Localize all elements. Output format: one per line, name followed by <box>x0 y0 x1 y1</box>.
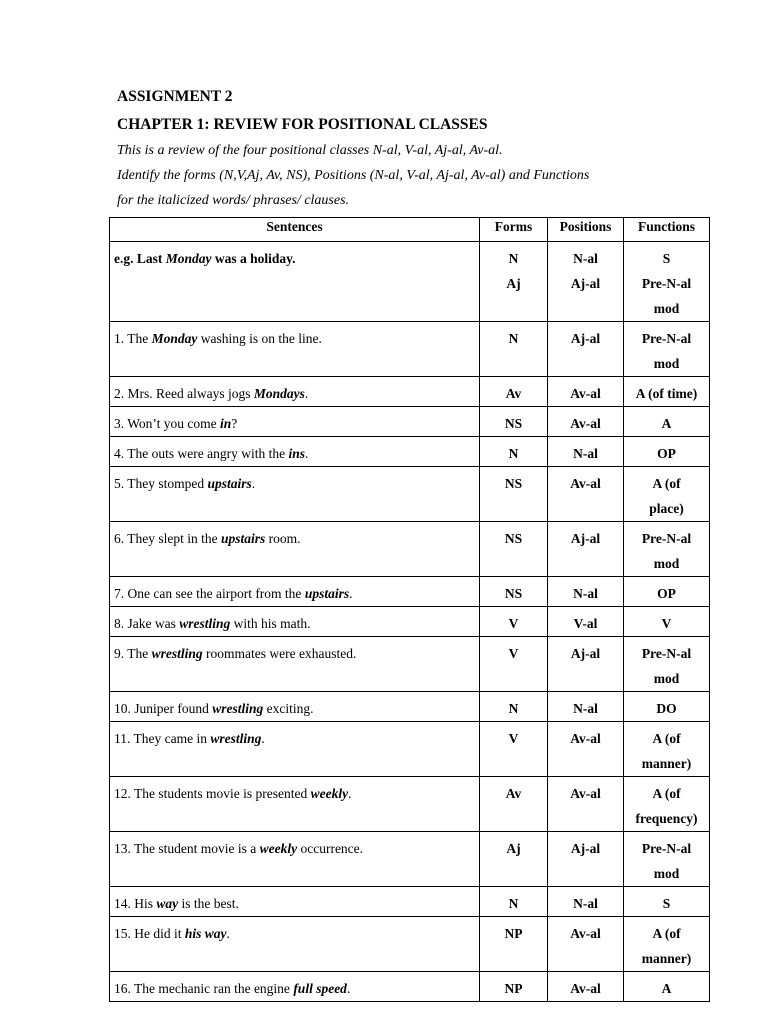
function-cell <box>624 437 710 467</box>
form-cell-value: Av <box>505 786 522 801</box>
function-cell-value: S <box>662 251 671 266</box>
function-cell <box>624 322 710 377</box>
position-cell-value: N-al <box>573 251 598 266</box>
function-cell <box>624 407 710 437</box>
sentence-cell <box>110 437 480 467</box>
header-sentences: Sentences <box>110 218 480 242</box>
position-cell-value: Aj-al <box>570 841 601 856</box>
position-cell-value: Aj-al <box>570 531 601 546</box>
position-cell-value: N-al <box>573 896 598 911</box>
table-row <box>110 887 710 917</box>
function-cell <box>624 887 710 917</box>
function-cell <box>624 522 710 577</box>
function-cell-value: A (of time) <box>635 386 698 401</box>
form-cell-value: V <box>508 616 519 631</box>
sentence-cell <box>110 832 480 887</box>
function-cell <box>624 242 710 322</box>
position-cell-value: Aj-al <box>570 276 601 291</box>
header-functions: Functions <box>624 218 710 242</box>
table-row <box>110 637 710 692</box>
function-cell-value: Pre-N-al <box>641 331 692 346</box>
function-cell <box>624 577 710 607</box>
position-cell-value: Av-al <box>570 731 601 746</box>
position-cell-value: Av-al <box>570 926 601 941</box>
form-cell <box>480 522 548 577</box>
position-cell <box>548 832 624 887</box>
italic-target: weekly <box>259 841 298 856</box>
form-cell-value: N <box>508 446 519 461</box>
table-row <box>110 777 710 832</box>
sentence-cell <box>110 607 480 637</box>
position-cell <box>548 637 624 692</box>
sentence-text: 13. The student movie is a <box>114 841 260 856</box>
form-cell-value: NS <box>504 586 523 601</box>
table-row <box>110 407 710 437</box>
position-cell-value: Aj-al <box>570 646 601 661</box>
sentence-cell <box>110 722 480 777</box>
italic-target: Monday <box>151 331 198 346</box>
function-cell <box>624 607 710 637</box>
sentence-cell <box>110 887 480 917</box>
position-cell-value: Av-al <box>570 416 601 431</box>
form-cell-value: NS <box>504 476 523 491</box>
form-cell <box>480 972 548 1002</box>
intro-line-3: for the italicized words/ phrases/ clauses. <box>117 193 350 208</box>
table-row <box>110 972 710 1002</box>
position-cell <box>548 972 624 1002</box>
function-cell <box>624 692 710 722</box>
table-row <box>110 832 710 887</box>
position-cell-value: N-al <box>573 701 598 716</box>
italic-target: his way <box>184 926 227 941</box>
position-cell <box>548 407 624 437</box>
function-cell-value: A <box>661 416 672 431</box>
sentence-text: 2. Mrs. Reed always jogs <box>114 386 254 401</box>
sentence-text: ? <box>231 416 238 431</box>
position-cell <box>548 322 624 377</box>
sentence-cell <box>110 637 480 692</box>
table-row <box>110 917 710 972</box>
position-cell-value: Av-al <box>570 386 601 401</box>
position-cell-value: V-al <box>573 616 598 631</box>
table-row <box>110 692 710 722</box>
sentence-text: . <box>349 586 353 601</box>
italic-target: wrestling <box>210 731 262 746</box>
function-cell-value: Pre-N-al <box>641 531 692 546</box>
form-cell <box>480 407 548 437</box>
function-cell-value: mod <box>653 301 680 316</box>
sentence-cell <box>110 322 480 377</box>
table-row <box>110 242 710 322</box>
sentence-text: 7. One can see the airport from the <box>114 586 305 601</box>
sentence-cell <box>110 467 480 522</box>
table-row <box>110 322 710 377</box>
sentence-text: 10. Juniper found <box>114 701 213 716</box>
table-row <box>110 577 710 607</box>
position-cell <box>548 917 624 972</box>
form-cell-value: Av <box>505 386 522 401</box>
form-cell <box>480 377 548 407</box>
form-cell <box>480 607 548 637</box>
italic-target: weekly <box>310 786 349 801</box>
form-cell-value: NS <box>504 531 523 546</box>
function-cell-value: mod <box>653 866 680 881</box>
sentence-cell <box>110 522 480 577</box>
position-cell-value: Aj-al <box>570 331 601 346</box>
function-cell-value: manner) <box>641 951 692 966</box>
sentence-text: 1. The <box>114 331 152 346</box>
function-cell-value: A (of <box>652 731 681 746</box>
table-row <box>110 607 710 637</box>
form-cell <box>480 887 548 917</box>
form-cell-value: N <box>508 701 519 716</box>
italic-target: in <box>220 416 232 431</box>
form-cell-value: Aj <box>506 276 521 291</box>
form-cell-value: NP <box>504 981 523 996</box>
function-cell-value: frequency) <box>635 811 698 826</box>
table-header-row <box>110 218 710 242</box>
form-cell-value: V <box>508 731 519 746</box>
form-cell <box>480 777 548 832</box>
italic-target: ins <box>288 446 305 461</box>
italic-target: upstairs <box>304 586 350 601</box>
sentence-cell <box>110 242 480 322</box>
function-cell-value: mod <box>653 556 680 571</box>
sentence-text: 11. They came in <box>114 731 211 746</box>
intro-line-2: Identify the forms (N,V,Aj, Av, NS), Positions (N-al, V-al, Aj-al, Av-al) and Functions <box>117 168 590 183</box>
italic-target: upstairs <box>221 531 266 546</box>
function-cell-value: A <box>661 981 672 996</box>
sentence-text: 8. Jake was <box>114 616 180 631</box>
sentence-text: exciting. <box>263 701 314 716</box>
function-cell <box>624 777 710 832</box>
form-cell <box>480 242 548 322</box>
function-cell <box>624 637 710 692</box>
form-cell <box>480 437 548 467</box>
sentence-text: 14. His <box>114 896 157 911</box>
form-cell-value: V <box>508 646 519 661</box>
position-cell <box>548 577 624 607</box>
sentence-cell <box>110 692 480 722</box>
position-cell <box>548 722 624 777</box>
function-cell <box>624 832 710 887</box>
function-cell-value: manner) <box>641 756 692 771</box>
position-cell <box>548 777 624 832</box>
sentence-text: 3. Won’t you come <box>114 416 221 431</box>
header-positions: Positions <box>548 218 624 242</box>
sentence-text: washing is on the line. <box>197 331 322 346</box>
italic-target: upstairs <box>207 476 252 491</box>
function-cell-value: DO <box>656 701 677 716</box>
sentence-text: 6. They slept in the <box>114 531 221 546</box>
function-cell-value: OP <box>657 446 676 461</box>
function-cell <box>624 917 710 972</box>
function-cell-value: S <box>662 896 671 911</box>
form-cell <box>480 577 548 607</box>
function-cell-value: V <box>661 616 672 631</box>
sentence-text: with his math. <box>230 616 311 631</box>
function-cell-value: Pre-N-al <box>641 276 692 291</box>
sentence-cell <box>110 777 480 832</box>
form-cell-value: Aj <box>506 841 521 856</box>
position-cell <box>548 467 624 522</box>
table-row <box>110 377 710 407</box>
function-cell-value: place) <box>649 501 684 516</box>
italic-target: full speed <box>293 981 347 996</box>
function-cell <box>624 467 710 522</box>
form-cell <box>480 322 548 377</box>
position-cell-value: Av-al <box>570 476 601 491</box>
sentence-text: 16. The mechanic ran the engine <box>114 981 294 996</box>
chapter-title: CHAPTER 1: REVIEW FOR POSITIONAL CLASSES <box>117 116 488 133</box>
position-cell-value: Av-al <box>570 981 601 996</box>
position-cell <box>548 522 624 577</box>
sentence-text: room. <box>265 531 301 546</box>
position-cell <box>548 692 624 722</box>
form-cell-value: NP <box>504 926 523 941</box>
form-cell-value: N <box>508 251 519 266</box>
function-cell-value: Pre-N-al <box>641 646 692 661</box>
form-cell <box>480 467 548 522</box>
table-row <box>110 722 710 777</box>
sentence-text: occurrence. <box>297 841 364 856</box>
sentence-text: 4. The outs were angry with the <box>114 446 289 461</box>
form-cell <box>480 832 548 887</box>
sentence-cell <box>110 377 480 407</box>
position-cell <box>548 607 624 637</box>
sentence-text: was a holiday. <box>211 251 296 266</box>
form-cell-value: NS <box>504 416 523 431</box>
position-cell <box>548 887 624 917</box>
italic-target: wrestling <box>212 701 264 716</box>
sentence-text: 5. They stomped <box>114 476 208 491</box>
sentence-text: 15. He did it <box>114 926 185 941</box>
position-cell <box>548 242 624 322</box>
italic-target: wrestling <box>151 646 203 661</box>
position-cell <box>548 377 624 407</box>
function-cell-value: OP <box>657 586 676 601</box>
function-cell-value: A (of <box>652 476 681 491</box>
sentence-text: . <box>346 981 351 996</box>
italic-target: Mondays <box>253 386 305 401</box>
function-cell-value: mod <box>653 356 680 371</box>
sentence-text: 9. The <box>114 646 152 661</box>
position-cell-value: N-al <box>573 446 598 461</box>
sentence-cell <box>110 577 480 607</box>
position-cell <box>548 437 624 467</box>
intro-line-1: This is a review of the four positional classes N-al, V-al, Aj-al, Av-al. <box>117 143 503 158</box>
form-cell-value: N <box>508 896 519 911</box>
function-cell <box>624 972 710 1002</box>
italic-target: wrestling <box>179 616 231 631</box>
header-forms: Forms <box>480 218 548 242</box>
sentence-text: roommates were exhausted. <box>202 646 357 661</box>
function-cell-value: Pre-N-al <box>641 841 692 856</box>
position-cell-value: Av-al <box>570 786 601 801</box>
function-cell-value: mod <box>653 671 680 686</box>
sentence-text: . <box>304 446 309 461</box>
sentence-text: . <box>348 786 352 801</box>
table-row <box>110 437 710 467</box>
form-cell <box>480 722 548 777</box>
function-cell <box>624 722 710 777</box>
sentence-text: is the best. <box>178 896 239 911</box>
function-cell-value: A (of <box>652 926 681 941</box>
italic-target: way <box>156 896 179 911</box>
table-row <box>110 522 710 577</box>
sentence-text: 12. The students movie is presented <box>114 786 311 801</box>
table-row <box>110 467 710 522</box>
italic-target: Monday <box>165 251 212 266</box>
sentence-text: . <box>261 731 265 746</box>
form-cell-value: N <box>508 331 519 346</box>
position-cell-value: N-al <box>573 586 598 601</box>
function-cell-value: A (of <box>652 786 681 801</box>
sentence-text: . <box>226 926 230 941</box>
sentence-text: e.g. Last <box>114 251 166 266</box>
function-cell <box>624 377 710 407</box>
assignment-title: ASSIGNMENT 2 <box>117 88 233 105</box>
sentence-text: . <box>251 476 256 491</box>
form-cell <box>480 637 548 692</box>
sentence-text: . <box>304 386 309 401</box>
sentence-cell <box>110 972 480 1002</box>
sentence-cell <box>110 917 480 972</box>
sentence-cell <box>110 407 480 437</box>
positional-classes-table <box>109 217 710 1002</box>
form-cell <box>480 692 548 722</box>
form-cell <box>480 917 548 972</box>
